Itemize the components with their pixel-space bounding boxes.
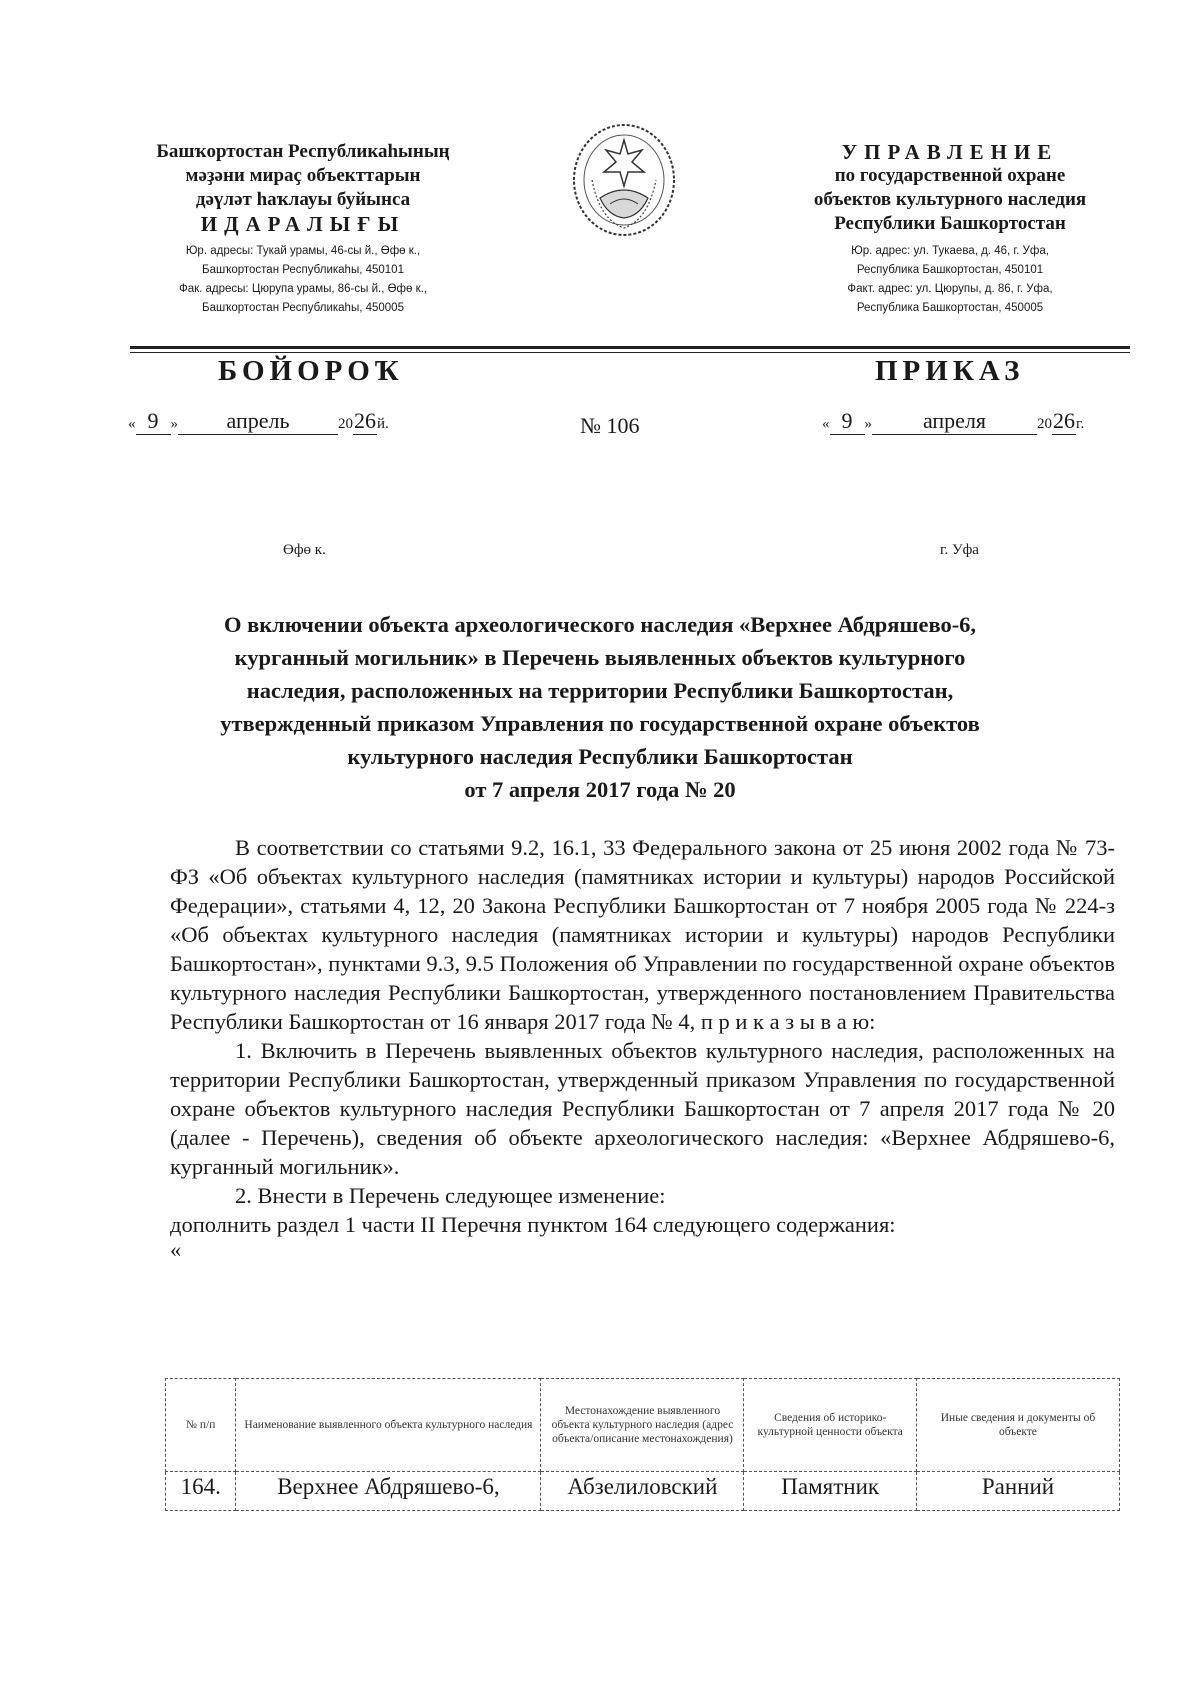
table-cell: 164. [166,1472,236,1511]
caption-line: курганный могильник» в Перечень выявленных объектов культурного [234,645,966,670]
header-left-line2: мәҙәни мираҫ объекттарын [185,165,421,186]
header-left-addr3: Фак. адресы: Цюрупа урамы, 86-сы й., Өфө к., [178,283,428,295]
header-right-line4: Республики Башкортостан [834,213,1066,234]
header-left [118,140,488,318]
header-left-addr1: Юр. адресы: Тукай урамы, 46-сы й., Өфө к., [185,245,421,257]
date-left-month: апрель [178,408,338,435]
header-divider-thin [130,352,1130,353]
order-number-value: 106 [606,413,640,438]
order-number-label: № [580,413,601,438]
header-right-org: УПРАВЛЕНИЕ [841,140,1059,164]
city-right: г. Уфа [940,542,979,558]
header-left-line1: Башҡортостан Республикаһының [156,141,450,162]
table-row [166,1472,1120,1511]
table-header-cell: Иные сведения и документы об объекте [916,1379,1119,1472]
table-cell: Памятник [744,1472,916,1511]
table-header-cell: Местонахождение выявленного объекта культурного наследия (адрес объекта/описание местонахождения) [541,1379,744,1472]
header-right [770,140,1130,318]
header-right-line3: объектов культурного наследия [813,189,1087,210]
header-right-addr3: Факт. адрес: ул. Цюрупы, д. 86, г. Уфа, [847,283,1053,295]
header-left-address [118,242,488,318]
item-2-detail: дополнить раздел 1 части II Перечня пунктом 164 следующего содержания: [170,1212,896,1237]
header-right-address [770,242,1130,318]
header-divider-thick [130,346,1130,349]
date-right [822,408,1084,435]
caption-line: О включении объекта археологического наследия «Верхнее Абдряшево-6, [223,612,977,637]
city-left: Өфө к. [283,542,326,558]
doc-type-right: ПРИКАЗ [875,355,1025,387]
caption-line: наследия, расположенных на территории Республики Башкортостан, [246,678,954,703]
doc-type-left: БОЙОРОҠ [218,355,404,387]
header-left-line3: дәүләт һаҡлауы буйынса [195,189,411,210]
date-left-century: 20 [338,416,353,432]
header-right-addr1: Юр. адрес: ул. Тукаева, д. 46, г. Уфа, [851,245,1049,257]
date-left-open: « [128,416,136,432]
header-left-addr4: Башҡортостан Республикаһы, 450005 [202,302,404,314]
date-right-day: 9 [830,408,865,435]
table-cell: Абзелиловский [541,1472,744,1511]
table-cell: Ранний [916,1472,1119,1511]
date-right-year: 26 [1053,408,1075,433]
date-right-century: 20 [1037,416,1052,432]
date-right-open: « [822,416,830,432]
header-right-addr2: Республика Башкортостан, 450101 [856,264,1044,276]
coat-of-arms-emblem-icon [570,120,678,240]
item-1-paragraph: 1. Включить в Перечень выявленных объектов культурного наследия, расположенных на территории Республики Башкортостан, утвержденный приказом Управления по государственной охране объектов культурного наследия Республики Башкортостан от 7 апреля 2017 года № 20 (далее - Перечень), сведения об объекте археологического наследия: «Верхнее Абдряшево-6, курганный могильник». [170,1038,1115,1179]
caption-line: культурного наследия Республики Башкортостан [347,744,853,769]
date-left-day: 9 [136,408,171,435]
preamble-paragraph: В соответствии со статьями 9.2, 16.1, 33 Федерального закона от 25 июня 2002 года № 73-ФЗ «Об объектах культурного наследия (памятниках истории и культуры) народов Российской Федерации», статьями 4, 12, 20 Закона Республики Башкортостан от 7 ноября 2005 года № 224-з «Об объектах культурного наследия (памятниках истории и культуры) народов Республики Башкортостан», пунктами 9.3, 9.5 Положения об Управлении по государственной охране объектов культурного наследия Республики Башкортостан, утвержденного постановлением Правительства Республики Башкортостан от 16 января 2017 года № 4, п р и к а з ы в а ю: [170,835,1115,1034]
quote-open: « [170,1237,182,1262]
object-table [165,1378,1120,1511]
date-right-close: » [864,416,872,432]
table-header-cell: Сведения об историко-культурной ценности объекта [744,1379,916,1472]
caption-line: от 7 апреля 2017 года № 20 [464,777,736,802]
date-right-suffix: г. [1076,416,1085,432]
order-number [580,413,640,439]
caption-line: утвержденный приказом Управления по государственной охране объектов [220,711,980,736]
header-left-org: ИДАРАЛЫҒЫ [200,212,406,236]
date-left-year: 26 [354,408,376,433]
header-right-line2: по государственной охране [834,165,1066,186]
table-cell: Верхнее Абдряшево-6, [236,1472,541,1511]
date-right-month: апреля [872,408,1037,435]
date-left-suffix: й. [377,416,389,432]
document-caption [175,608,1025,806]
document-body [170,833,1115,1261]
date-left-close: » [170,416,178,432]
header-left-addr2: Башҡортостан Республикаһы, 450101 [202,264,404,276]
table-header-row [166,1379,1120,1472]
item-2-paragraph: 2. Внести в Перечень следующее изменение: [235,1183,666,1208]
date-left [128,408,389,435]
table-header-cell: Наименование выявленного объекта культурного наследия [236,1379,541,1472]
table-header-cell: № п/п [166,1379,236,1472]
header-right-addr4: Республика Башкортостан, 450005 [856,302,1044,314]
